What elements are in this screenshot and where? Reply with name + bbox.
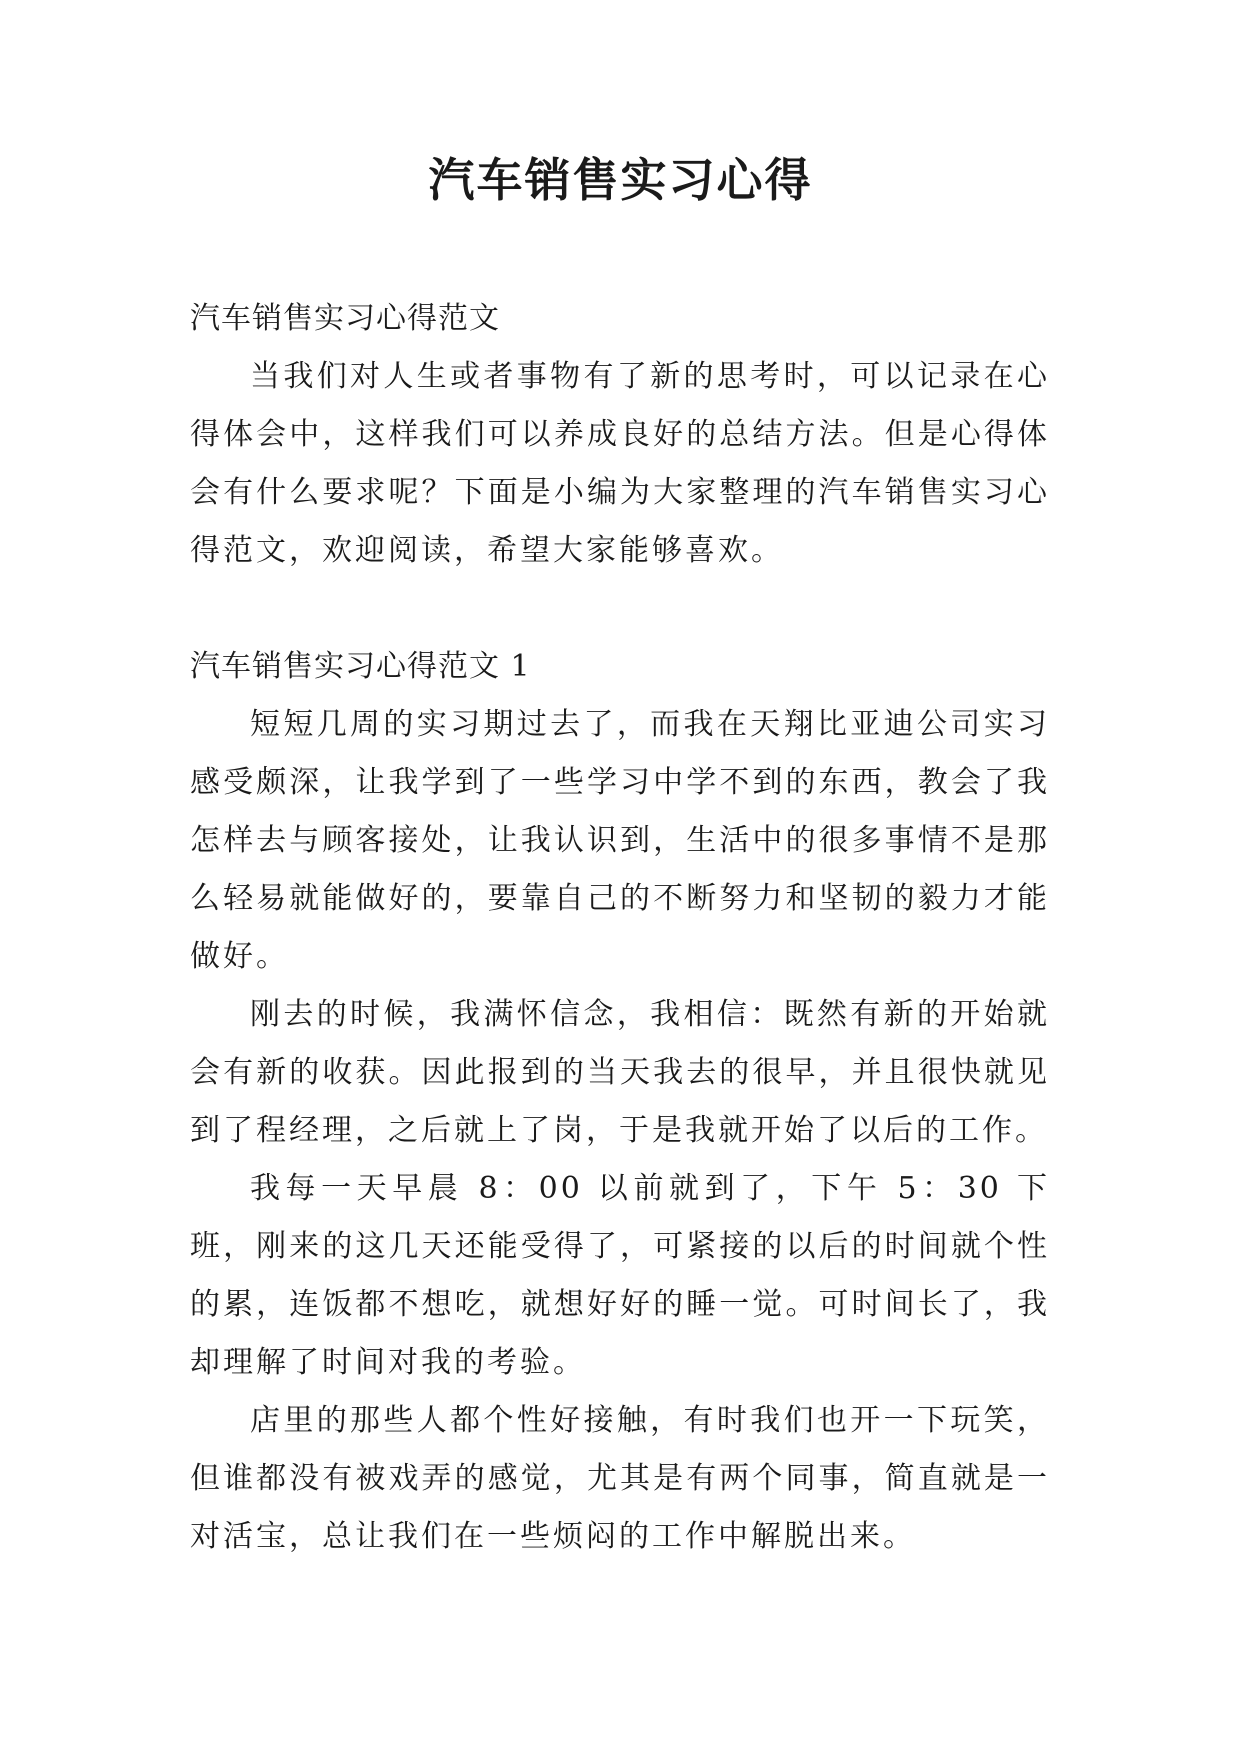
section-heading: 汽车销售实习心得范文 [190, 301, 500, 336]
body-paragraph: 店里的那些人都个性好接触，有时我们也开一下玩笑，但谁都没有被戏弄的感觉，尤其是有两个同事，简直就是一对活宝，总让我们在一些烦闷的工作中解脱出来。 [190, 1403, 1050, 1554]
body-paragraph: 短短几周的实习期过去了，而我在天翔比亚迪公司实习感受颇深，让我学到了一些学习中学不到的东西，教会了我怎样去与顾客接处，让我认识到，生活中的很多事情不是那么轻易就能做好的，要靠自己的不断努力和坚韧的毅力才能做好。 [190, 707, 1050, 974]
body-paragraph: 刚去的时候，我满怀信念，我相信：既然有新的开始就会有新的收获。因此报到的当天我去的很早，并且很快就见到了程经理，之后就上了岗，于是我就开始了以后的工作。 [190, 997, 1050, 1148]
document-body [190, 290, 1050, 1566]
section-spacer [190, 580, 1050, 638]
intro-paragraph: 当我们对人生或者事物有了新的思考时，可以记录在心得体会中，这样我们可以养成良好的总结方法。但是心得体会有什么要求呢？下面是小编为大家整理的汽车销售实习心得范文，欢迎阅读，希望大家能够喜欢。 [190, 359, 1050, 568]
section-heading: 汽车销售实习心得范文 1 [190, 649, 531, 684]
document-title: 汽车销售实习心得 [428, 153, 813, 207]
body-paragraph: 我每一天早晨 8：00 以前就到了，下午 5：30 下班，刚来的这几天还能受得了，可紧接的以后的时间就个性的累，连饭都不想吃，就想好好的睡一觉。可时间长了，我却理解了时间对我的考验。 [190, 1171, 1050, 1380]
